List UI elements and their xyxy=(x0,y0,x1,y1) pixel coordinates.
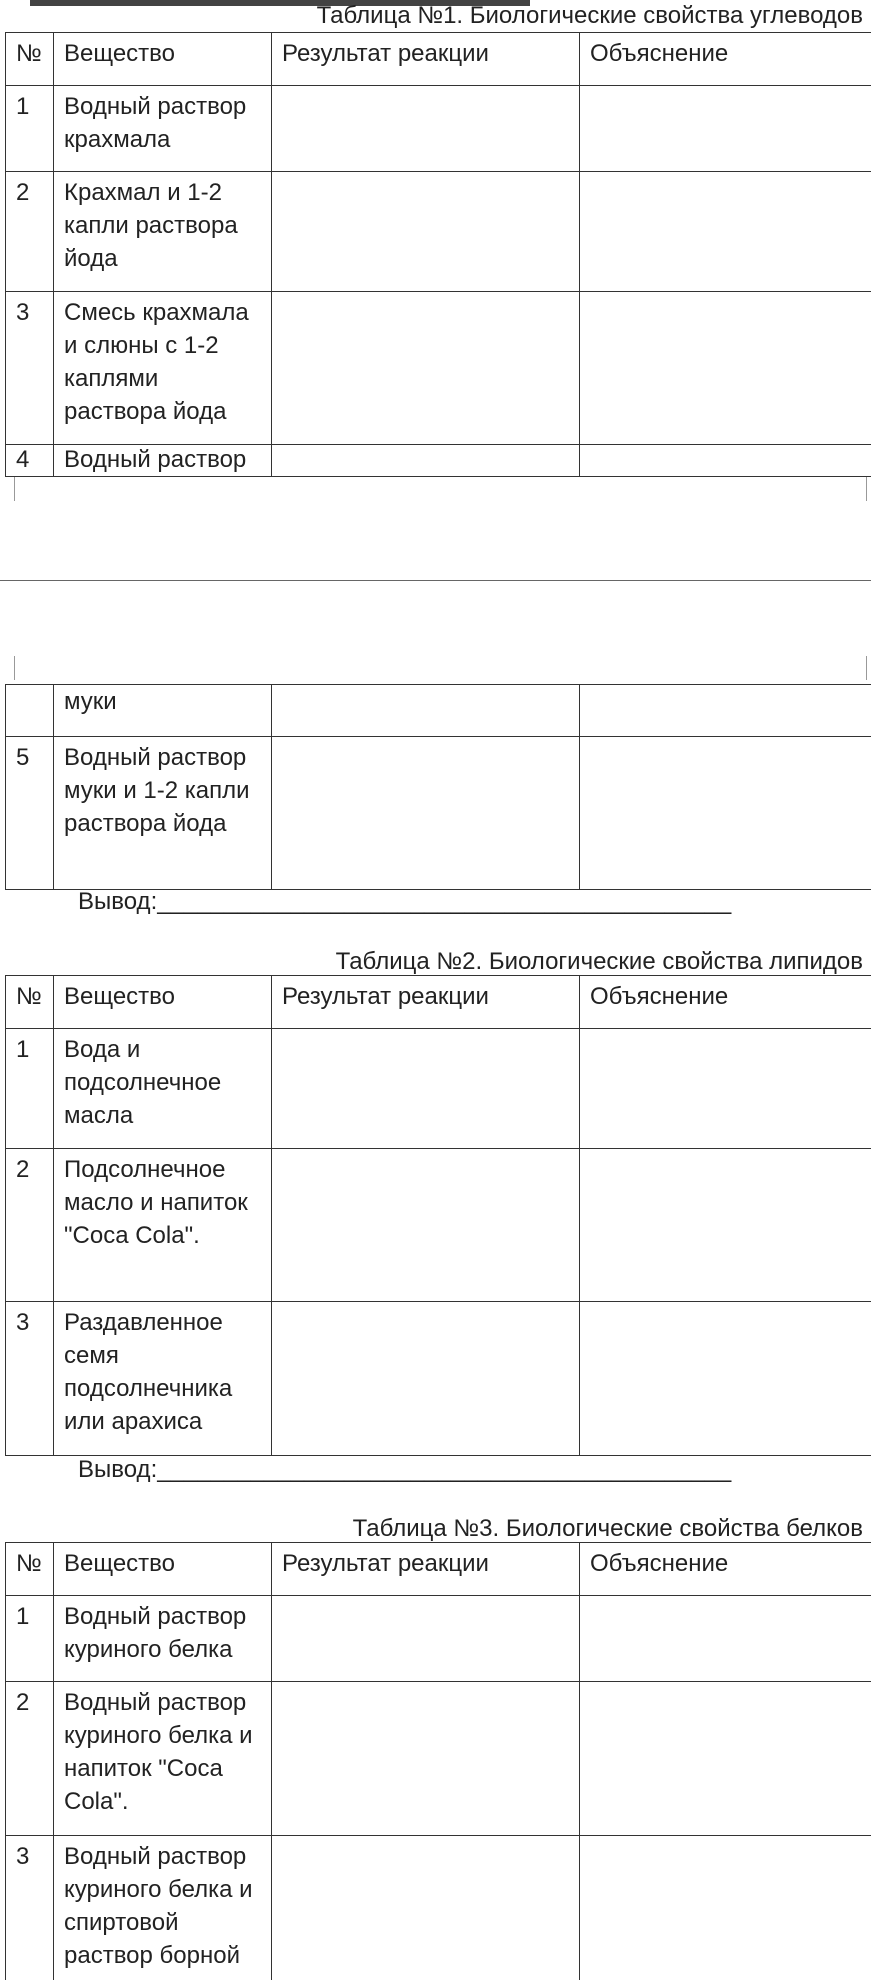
row-explanation-cell[interactable] xyxy=(580,1596,871,1682)
page-2 xyxy=(0,680,871,1980)
header-num: № xyxy=(6,1543,54,1596)
row-substance: Водный раствор куриного белка и напиток "Coca Cola". xyxy=(54,1682,272,1836)
row-substance: Подсолнечное масло и напиток "Coca Cola". xyxy=(54,1149,272,1302)
row-num xyxy=(6,685,54,737)
table1-conclusion[interactable]: Вывод:___________________________________________ xyxy=(78,888,732,915)
table3-caption: Таблица №3. Биологические свойства белков xyxy=(352,1515,863,1542)
row-substance: Вода и подсолнечное масла xyxy=(54,1029,272,1149)
row-explanation-cell[interactable] xyxy=(580,685,871,737)
page-1 xyxy=(0,0,871,477)
header-explanation: Объяснение xyxy=(580,33,871,86)
row-substance: Раздавленное семя подсолнечника или арахиса xyxy=(54,1302,272,1456)
table-row xyxy=(6,685,871,737)
header-substance: Вещество xyxy=(54,1543,272,1596)
header-substance: Вещество xyxy=(54,976,272,1029)
page-break xyxy=(0,477,871,680)
row-result-cell[interactable] xyxy=(272,445,580,477)
row-num: 1 xyxy=(6,1029,54,1149)
row-substance: Водный раствор xyxy=(54,445,272,477)
row-explanation-cell[interactable] xyxy=(580,1682,871,1836)
page-edge xyxy=(0,580,871,581)
margin-mark xyxy=(14,477,15,501)
table2-conclusion[interactable]: Вывод:___________________________________________ xyxy=(78,1456,732,1483)
table-row xyxy=(6,1682,871,1836)
row-substance: Водный раствор крахмала xyxy=(54,86,272,172)
row-explanation-cell[interactable] xyxy=(580,445,871,477)
row-num: 1 xyxy=(6,86,54,172)
row-result-cell[interactable] xyxy=(272,685,580,737)
margin-mark xyxy=(14,656,15,680)
table-row xyxy=(6,86,871,172)
row-num: 4 xyxy=(6,445,54,477)
table-row xyxy=(6,172,871,292)
row-result-cell[interactable] xyxy=(272,86,580,172)
row-num: 2 xyxy=(6,1682,54,1836)
table1-continued xyxy=(5,684,871,890)
row-num: 2 xyxy=(6,172,54,292)
row-substance: Водный раствор куриного белка и спиртовой раствор борной xyxy=(54,1836,272,1980)
header-result: Результат реакции xyxy=(272,33,580,86)
header-explanation: Объяснение xyxy=(580,976,871,1029)
row-explanation-cell[interactable] xyxy=(580,86,871,172)
row-result-cell[interactable] xyxy=(272,1149,580,1302)
margin-mark xyxy=(866,656,867,680)
table3 xyxy=(5,1542,871,1980)
row-explanation-cell[interactable] xyxy=(580,1029,871,1149)
row-result-cell[interactable] xyxy=(272,1302,580,1456)
header-substance: Вещество xyxy=(54,33,272,86)
row-explanation-cell[interactable] xyxy=(580,172,871,292)
row-num: 3 xyxy=(6,1302,54,1456)
row-result-cell[interactable] xyxy=(272,737,580,890)
table2-header-row xyxy=(6,976,871,1029)
header-num: № xyxy=(6,33,54,86)
row-result-cell[interactable] xyxy=(272,1836,580,1980)
row-num: 5 xyxy=(6,737,54,890)
table-row xyxy=(6,1596,871,1682)
table1-caption: Таблица №1. Биологические свойства углеводов xyxy=(316,2,863,29)
row-num: 1 xyxy=(6,1596,54,1682)
table-row xyxy=(6,1029,871,1149)
row-substance: Смесь крахмала и слюны с 1-2 каплями раствора йода xyxy=(54,292,272,445)
table3-header-row xyxy=(6,1543,871,1596)
row-result-cell[interactable] xyxy=(272,1596,580,1682)
table-row xyxy=(6,292,871,445)
table-row xyxy=(6,445,871,477)
row-explanation-cell[interactable] xyxy=(580,1302,871,1456)
row-num: 2 xyxy=(6,1149,54,1302)
table-row xyxy=(6,737,871,890)
row-result-cell[interactable] xyxy=(272,1682,580,1836)
margin-mark xyxy=(866,477,867,501)
row-explanation-cell[interactable] xyxy=(580,292,871,445)
header-result: Результат реакции xyxy=(272,1543,580,1596)
table-row xyxy=(6,1836,871,1980)
row-substance: Водный раствор куриного белка xyxy=(54,1596,272,1682)
row-result-cell[interactable] xyxy=(272,172,580,292)
table1-header-row xyxy=(6,33,871,86)
header-num: № xyxy=(6,976,54,1029)
row-explanation-cell[interactable] xyxy=(580,737,871,890)
header-result: Результат реакции xyxy=(272,976,580,1029)
row-substance: Водный раствор муки и 1-2 капли раствора йода xyxy=(54,737,272,890)
table2 xyxy=(5,975,871,1456)
row-substance: Крахмал и 1-2 капли раствора йода xyxy=(54,172,272,292)
table-row xyxy=(6,1302,871,1456)
table1 xyxy=(5,32,871,477)
row-explanation-cell[interactable] xyxy=(580,1836,871,1980)
row-explanation-cell[interactable] xyxy=(580,1149,871,1302)
table-row xyxy=(6,1149,871,1302)
header-explanation: Объяснение xyxy=(580,1543,871,1596)
table2-caption: Таблица №2. Биологические свойства липидов xyxy=(335,948,863,975)
row-result-cell[interactable] xyxy=(272,1029,580,1149)
row-result-cell[interactable] xyxy=(272,292,580,445)
row-substance: муки xyxy=(54,685,272,737)
row-num: 3 xyxy=(6,292,54,445)
row-num: 3 xyxy=(6,1836,54,1980)
